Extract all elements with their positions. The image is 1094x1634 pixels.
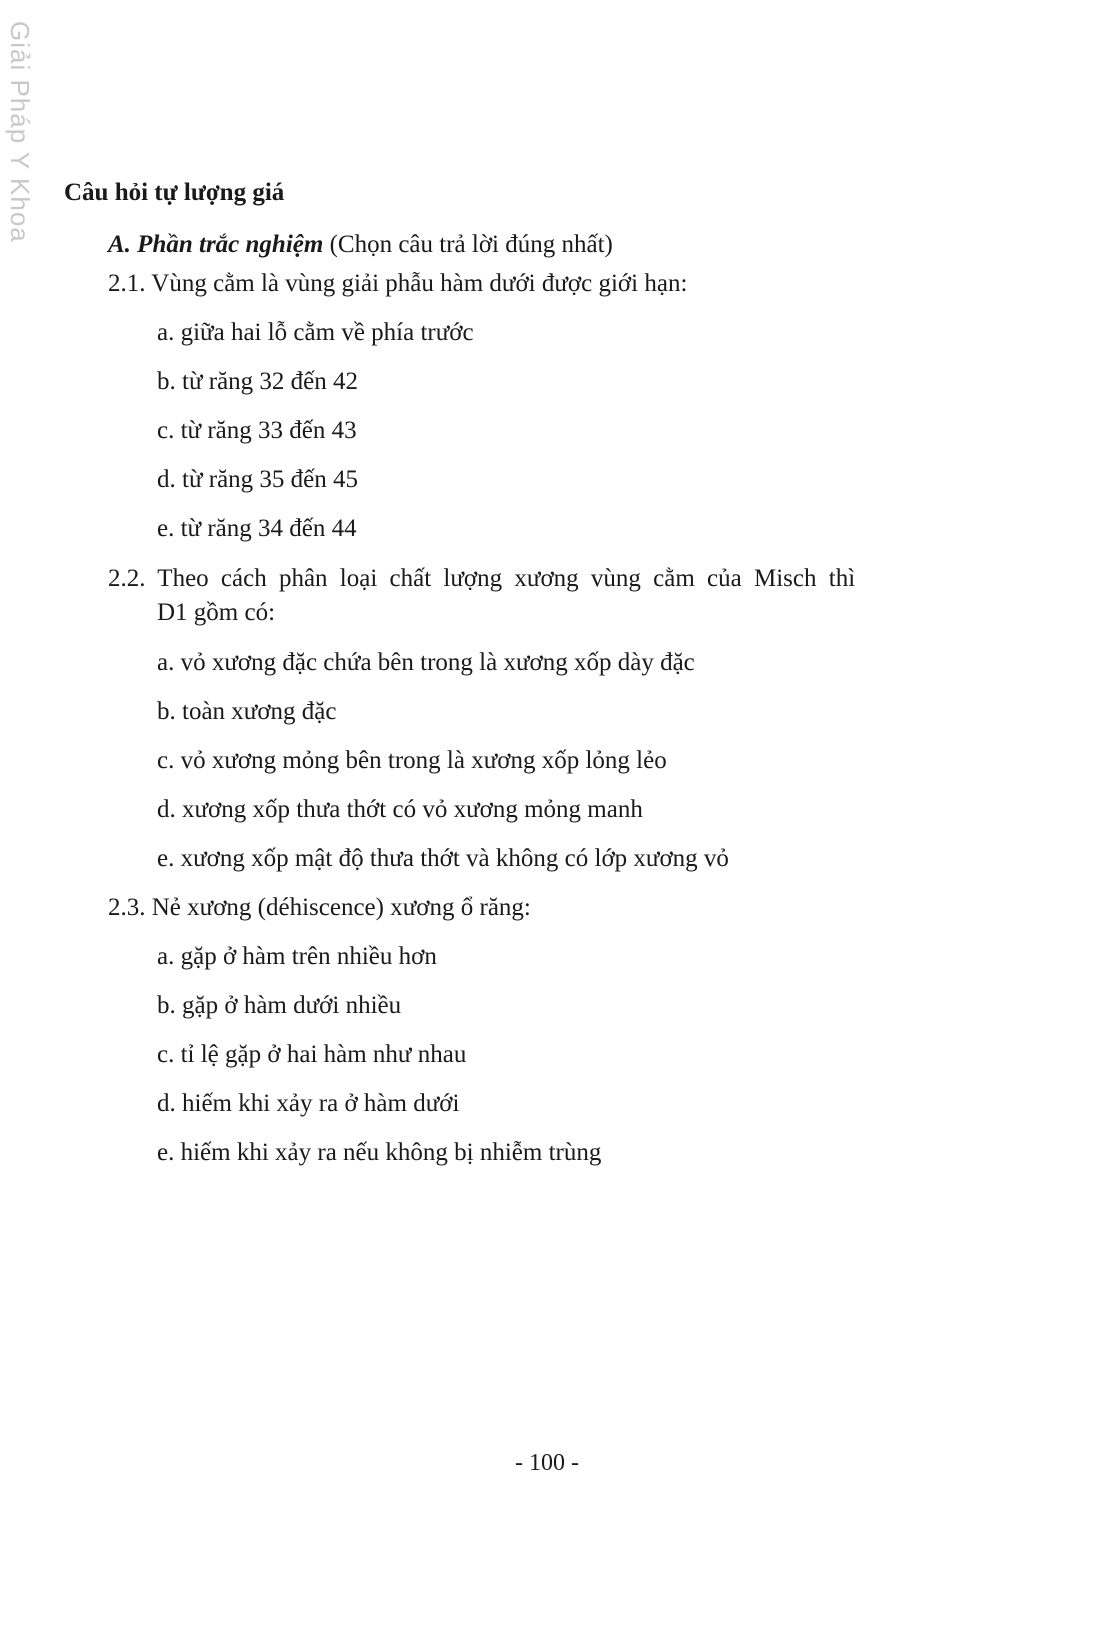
option-item: e. từ răng 34 đến 44 <box>157 515 357 542</box>
question-stem-continuation: D1 gồm có: <box>157 599 276 626</box>
section-lead: A. Phần trắc nghiệm <box>108 231 324 258</box>
option-item: d. xương xốp thưa thớt có vỏ xương mỏng manh <box>157 796 643 823</box>
page-number: - 100 - <box>515 1450 579 1476</box>
section-note: (Chọn câu trả lời đúng nhất) <box>323 231 613 258</box>
option-item: d. từ răng 35 đến 45 <box>157 466 359 493</box>
question-stem: 2.1. Vùng cằm là vùng giải phẫu hàm dưới được giới hạn: <box>108 270 688 297</box>
option-item: c. vỏ xương mỏng bên trong là xương xốp lỏng lẻo <box>157 747 667 774</box>
option-item: a. gặp ở hàm trên nhiều hơn <box>157 943 437 970</box>
option-item: b. toàn xương đặc <box>157 698 337 725</box>
option-item: e. hiếm khi xảy ra nếu không bị nhiễm trùng <box>157 1139 602 1166</box>
option-item: c. từ răng 33 đến 43 <box>157 417 357 444</box>
section-heading <box>108 230 613 260</box>
option-item: d. hiếm khi xảy ra ở hàm dưới <box>157 1090 460 1117</box>
page-title: Câu hỏi tự lượng giá <box>64 179 285 206</box>
option-item: a. giữa hai lỗ cằm về phía trước <box>157 319 474 346</box>
option-item: b. từ răng 32 đến 42 <box>157 368 359 395</box>
question-stem: 2.2. Theo cách phân loại chất lượng xương vùng cằm của Misch thì <box>108 565 856 592</box>
watermark: Giải Pháp Y Khoa <box>5 21 35 243</box>
option-item: c. tỉ lệ gặp ở hai hàm như nhau <box>157 1041 467 1068</box>
question-stem: 2.3. Nẻ xương (déhiscence) xương ổ răng: <box>108 894 531 921</box>
option-item: b. gặp ở hàm dưới nhiều <box>157 992 402 1019</box>
option-item: e. xương xốp mật độ thưa thớt và không có lớp xương vỏ <box>157 845 729 872</box>
option-item: a. vỏ xương đặc chứa bên trong là xương xốp dày đặc <box>157 649 695 676</box>
